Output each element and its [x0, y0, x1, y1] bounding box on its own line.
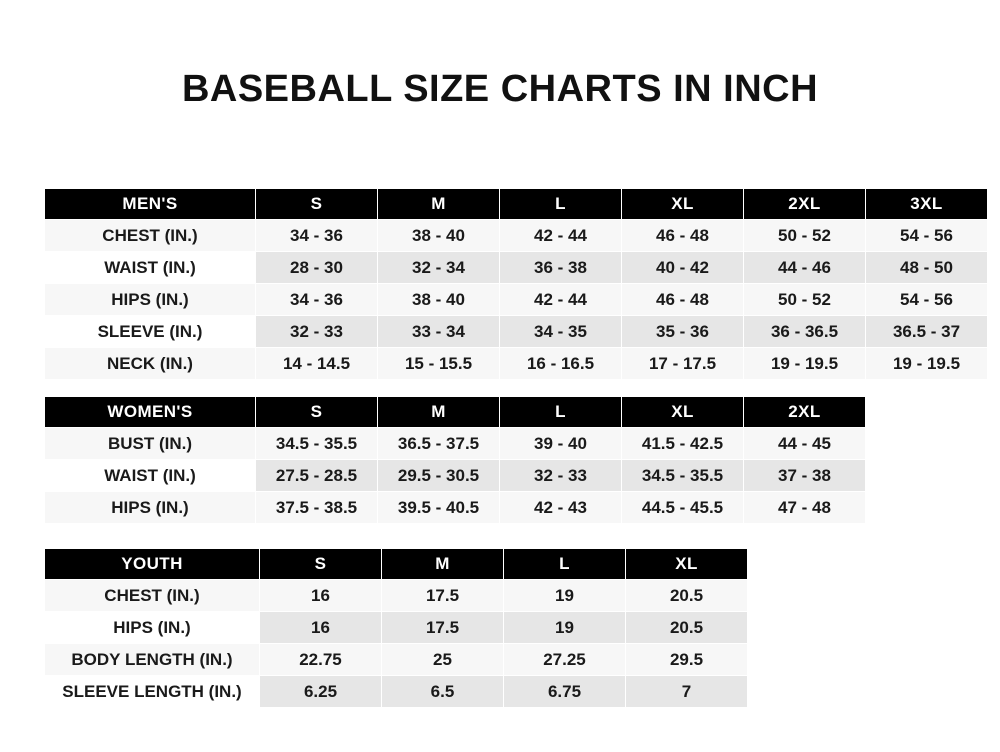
cell-value: 14 - 14.5 [256, 348, 378, 380]
cell-value: 16 [260, 580, 382, 612]
cell-value: 39.5 - 40.5 [378, 492, 500, 524]
cell-value: 47 - 48 [744, 492, 866, 524]
header-cell-category: MEN'S [45, 189, 256, 220]
row-label: BODY LENGTH (IN.) [45, 644, 260, 676]
cell-value: 16 - 16.5 [500, 348, 622, 380]
cell-value: 27.25 [504, 644, 626, 676]
row-label: HIPS (IN.) [45, 612, 260, 644]
table-header-row [45, 549, 748, 580]
cell-value: 42 - 44 [500, 220, 622, 252]
cell-value: 37.5 - 38.5 [256, 492, 378, 524]
header-cell-m: M [382, 549, 504, 580]
cell-value: 36 - 36.5 [744, 316, 866, 348]
table-row [45, 252, 988, 284]
cell-value: 37 - 38 [744, 460, 866, 492]
header-cell-l: L [504, 549, 626, 580]
cell-value: 32 - 33 [256, 316, 378, 348]
youth-size-table [44, 548, 748, 708]
header-cell-m: M [378, 189, 500, 220]
cell-value: 25 [382, 644, 504, 676]
header-cell-2xl: 2XL [744, 397, 866, 428]
cell-value: 46 - 48 [622, 284, 744, 316]
cell-value: 6.25 [260, 676, 382, 708]
table-row [45, 676, 748, 708]
cell-value: 54 - 56 [866, 220, 988, 252]
header-cell-xl: XL [622, 397, 744, 428]
cell-value: 46 - 48 [622, 220, 744, 252]
cell-value: 42 - 44 [500, 284, 622, 316]
cell-value: 17.5 [382, 580, 504, 612]
cell-value: 19 - 19.5 [744, 348, 866, 380]
cell-value: 34 - 35 [500, 316, 622, 348]
table-row [45, 612, 748, 644]
table-row [45, 348, 988, 380]
cell-value: 50 - 52 [744, 284, 866, 316]
row-label: CHEST (IN.) [45, 220, 256, 252]
cell-value: 29.5 - 30.5 [378, 460, 500, 492]
table-row [45, 428, 866, 460]
cell-value: 34 - 36 [256, 284, 378, 316]
mens-size-table [44, 188, 988, 380]
cell-value: 6.75 [504, 676, 626, 708]
table-row [45, 492, 866, 524]
table-row [45, 316, 988, 348]
womens-size-table [44, 396, 866, 524]
cell-value: 6.5 [382, 676, 504, 708]
cell-value: 44.5 - 45.5 [622, 492, 744, 524]
cell-value: 15 - 15.5 [378, 348, 500, 380]
row-label: WAIST (IN.) [45, 460, 256, 492]
cell-value: 54 - 56 [866, 284, 988, 316]
cell-value: 19 - 19.5 [866, 348, 988, 380]
cell-value: 38 - 40 [378, 284, 500, 316]
row-label: BUST (IN.) [45, 428, 256, 460]
row-label: HIPS (IN.) [45, 492, 256, 524]
header-cell-m: M [378, 397, 500, 428]
row-label: SLEEVE (IN.) [45, 316, 256, 348]
cell-value: 36.5 - 37 [866, 316, 988, 348]
header-cell-s: S [260, 549, 382, 580]
row-label: WAIST (IN.) [45, 252, 256, 284]
header-cell-category: WOMEN'S [45, 397, 256, 428]
header-cell-l: L [500, 189, 622, 220]
header-cell-3xl: 3XL [866, 189, 988, 220]
header-cell-category: YOUTH [45, 549, 260, 580]
row-label: NECK (IN.) [45, 348, 256, 380]
cell-value: 35 - 36 [622, 316, 744, 348]
table-header-row [45, 189, 988, 220]
cell-value: 36.5 - 37.5 [378, 428, 500, 460]
cell-value: 41.5 - 42.5 [622, 428, 744, 460]
cell-value: 42 - 43 [500, 492, 622, 524]
cell-value: 28 - 30 [256, 252, 378, 284]
cell-value: 44 - 45 [744, 428, 866, 460]
cell-value: 34.5 - 35.5 [256, 428, 378, 460]
table-row [45, 580, 748, 612]
cell-value: 27.5 - 28.5 [256, 460, 378, 492]
header-cell-xl: XL [622, 189, 744, 220]
cell-value: 19 [504, 580, 626, 612]
cell-value: 50 - 52 [744, 220, 866, 252]
cell-value: 39 - 40 [500, 428, 622, 460]
row-label: HIPS (IN.) [45, 284, 256, 316]
cell-value: 34.5 - 35.5 [622, 460, 744, 492]
cell-value: 20.5 [626, 580, 748, 612]
cell-value: 44 - 46 [744, 252, 866, 284]
cell-value: 48 - 50 [866, 252, 988, 284]
table-row [45, 284, 988, 316]
cell-value: 40 - 42 [622, 252, 744, 284]
header-cell-s: S [256, 397, 378, 428]
cell-value: 16 [260, 612, 382, 644]
page-title: BASEBALL SIZE CHARTS IN INCH [181, 68, 819, 110]
header-cell-2xl: 2XL [744, 189, 866, 220]
cell-value: 36 - 38 [500, 252, 622, 284]
header-cell-s: S [256, 189, 378, 220]
header-cell-xl: XL [626, 549, 748, 580]
table-row [45, 220, 988, 252]
cell-value: 34 - 36 [256, 220, 378, 252]
cell-value: 7 [626, 676, 748, 708]
cell-value: 32 - 34 [378, 252, 500, 284]
cell-value: 29.5 [626, 644, 748, 676]
row-label: CHEST (IN.) [45, 580, 260, 612]
cell-value: 17.5 [382, 612, 504, 644]
cell-value: 19 [504, 612, 626, 644]
table-row [45, 644, 748, 676]
cell-value: 33 - 34 [378, 316, 500, 348]
cell-value: 38 - 40 [378, 220, 500, 252]
cell-value: 20.5 [626, 612, 748, 644]
cell-value: 32 - 33 [500, 460, 622, 492]
header-cell-l: L [500, 397, 622, 428]
row-label: SLEEVE LENGTH (IN.) [45, 676, 260, 708]
cell-value: 17 - 17.5 [622, 348, 744, 380]
table-header-row [45, 397, 866, 428]
cell-value: 22.75 [260, 644, 382, 676]
table-row [45, 460, 866, 492]
